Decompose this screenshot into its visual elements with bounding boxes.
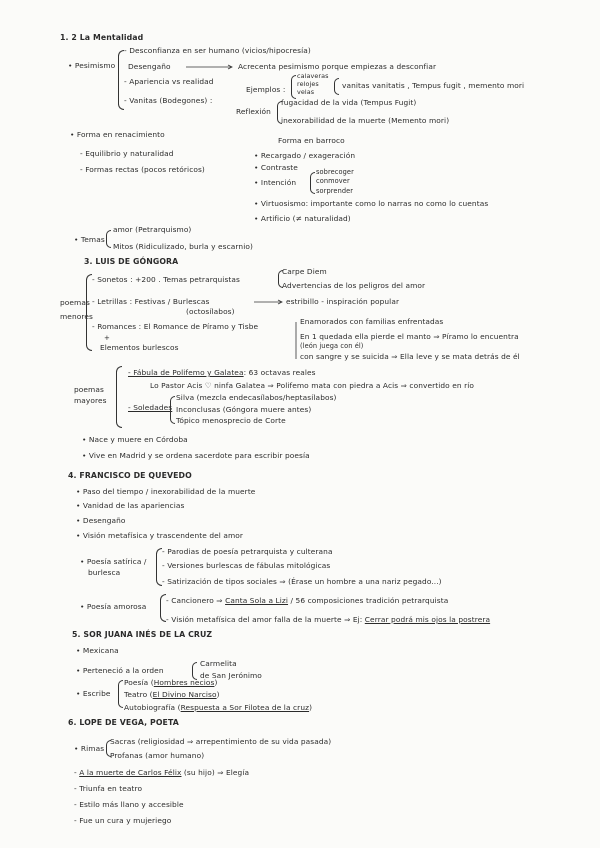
section-gongora-heading: 3. LUIS DE GÓNGORA: [84, 257, 179, 266]
reflexion-label: Reflexión: [236, 107, 271, 116]
pesimismo-label: • Pesimismo: [68, 61, 116, 70]
desengano-text: Desengaño: [128, 62, 171, 71]
nace-text: • Nace y muere en Córdoba: [82, 435, 188, 444]
con-sangre-text: con sangre y se suicida ⇒ Ella leve y se mata detrás de él: [300, 352, 520, 361]
section-lope-heading: 6. LOPE DE VEGA, POETA: [68, 718, 179, 727]
vanitas-text: - Vanitas (Bodegones) :: [124, 96, 213, 105]
section-quevedo-heading: 4. FRANCISCO DE QUEVEDO: [68, 471, 192, 480]
ejemplo-calaveras: calaveras: [297, 72, 329, 80]
orden-carmelita: Carmelita: [200, 659, 237, 668]
soledades-brace: [170, 396, 175, 424]
vive-text: • Vive en Madrid y se ordena sacerdote para escribir poesía: [82, 451, 310, 460]
elegia-text: (su hijo) ⇒ Elegía: [181, 768, 250, 777]
poemas-mayores-brace: [116, 366, 122, 428]
artificio-text: • Artificio (≠ naturalidad): [254, 214, 351, 223]
temas-label: • Temas: [74, 235, 105, 244]
virtuosismo-text: • Virtuosismo: importante como lo narras no como lo cuentas: [254, 199, 489, 208]
paso-tiempo-text: • Paso del tiempo / inexorabilidad de la muerte: [76, 487, 256, 496]
rimas-profanas: Profanas (amor humano): [110, 751, 205, 760]
cerrar-podra-title: Cerrar podrá mis ojos la postrera: [364, 615, 491, 624]
ejemplos-brace: [291, 75, 296, 99]
romances-text: - Romances : El Romance de Píramo y Tisbe: [92, 322, 259, 331]
letrillas-text: - Letrillas : Festivas / Burlescas: [92, 297, 210, 306]
divino-narciso-title: El Divino Narciso: [152, 690, 217, 699]
forma-barroco-label: Forma en barroco: [278, 136, 345, 145]
escribe-label: • Escribe: [76, 689, 111, 698]
pertenecio-text: • Perteneció a la orden: [76, 666, 164, 675]
estilo-text: - Estilo más llano y accesible: [74, 800, 184, 809]
autobiografia-lead: Autobiografía (: [124, 703, 181, 712]
burlesca-label: burlesca: [88, 568, 121, 577]
poesia-lead: Poesía (: [124, 678, 154, 687]
temas-mitos: Mitos (Ridiculizado, burla y escarnio): [113, 242, 253, 251]
respuesta-filotea-title: Respuesta a Sor Filotea de la cruz: [180, 703, 310, 712]
poesia-amorosa-label: • Poesía amorosa: [80, 602, 147, 611]
escribe-brace: [118, 680, 123, 708]
satirizacion-text: - Satirización de tipos sociales ⇒ (Érase un hombre a una nariz pegado...): [162, 577, 442, 586]
poemas-menores-label: poemas menores: [60, 298, 93, 321]
equilibrio-text: - Equilibrio y naturalidad: [80, 149, 174, 158]
apariencia-text: - Apariencia vs realidad: [124, 77, 214, 86]
cancionero-lead: - Cancionero ⇒: [166, 596, 226, 605]
teatro-item: Teatro (El Divino Narciso): [124, 690, 220, 699]
muerte-carlos-title: A la muerte de Carlos Félix: [79, 768, 182, 777]
inexorabilidad-text: inexorabilidad de la muerte (Memento mori): [281, 116, 450, 125]
carpe-diem-text: Carpe Diem: [282, 267, 327, 276]
parodias-text: - Parodias de poesía petrarquista y culterana: [162, 547, 333, 556]
formas-rectas-text: - Formas rectas (pocos retóricos): [80, 165, 205, 174]
intencion-sobrecoger: sobrecoger: [316, 168, 354, 176]
desconfianza-text: - Desconfianza en ser humano (vicios/hipocresía): [124, 46, 311, 55]
plus-sign: +: [104, 334, 110, 342]
fabula-title: - Fábula de Polifemo y Galatea: [128, 368, 244, 377]
rimas-label: • Rimas: [74, 744, 105, 753]
cura-text: - Fue un cura y mujeriego: [74, 816, 172, 825]
recargado-text: • Recargado / exageración: [254, 151, 356, 160]
temas-brace: [106, 230, 111, 248]
poesia-item: Poesía (Hombres necios): [124, 678, 218, 687]
forma-renacimiento-label: • Forma en renacimiento: [70, 130, 165, 139]
poesia-satirica-label: • Poesía satírica /: [80, 557, 147, 566]
vanitas-texts: vanitas vanitatis , Tempus fugit , memento mori: [342, 81, 525, 90]
mexicana-text: • Mexicana: [76, 646, 119, 655]
rimas-sacras: Sacras (religiosidad ⇒ arrepentimiento de su vida pasada): [110, 737, 332, 746]
desengano-result: Acrecenta pesimismo porque empiezas a desconfiar: [238, 62, 437, 71]
section-juana-heading: 5. SOR JUANA INÉS DE LA CRUZ: [72, 630, 213, 639]
fugacidad-text: fugacidad de la vida (Tempus Fugit): [281, 98, 417, 107]
fabula-text: [128, 369, 316, 376]
temas-amor: amor (Petrarquismo): [113, 225, 192, 234]
ejemplo-velas: velas: [297, 88, 315, 96]
octosilabos-text: (octosílabos): [186, 307, 235, 316]
muerte-carlos-item: - A la muerte de Carlos Félix (su hijo) ⇒ Elegía: [74, 768, 250, 777]
ejemplo-relojes: relojes: [297, 80, 319, 88]
vanitas-texts-brace: [334, 78, 339, 95]
teatro-lead: Teatro (: [124, 690, 153, 699]
hombres-necios-title: Hombres necios: [153, 678, 215, 687]
triunfa-text: - Triunfa en teatro: [74, 784, 143, 793]
vision-amor-text: • Visión metafísica y trascendente del amor: [76, 531, 244, 540]
vision-metafisica-lead: - Visión metafísica del amor falla de la muerte ⇒ Ej:: [166, 615, 365, 624]
enamorados-text: Enamorados con familias enfrentadas: [300, 317, 444, 326]
elementos-burlescos-text: Elementos burlescos: [100, 343, 179, 352]
poemas-menores-brace: [86, 274, 92, 351]
ejemplos-label: Ejemplos :: [246, 85, 286, 94]
intencion-brace: [310, 172, 315, 194]
en-una-quedada-text: En 1 quedada ella pierde el manto ⇒ Píramo lo encuentra: [300, 332, 519, 341]
leon-text: (león juega con él): [300, 342, 364, 350]
letrillas-result: estribillo - inspiración popular: [286, 297, 400, 306]
section-mentalidad-heading: 1. 2 La Mentalidad: [60, 33, 144, 42]
orden-san-jeronimo: de San Jerónimo: [200, 671, 262, 680]
canta-sola-title: Canta Sola a Lizi: [225, 596, 289, 605]
intencion-conmover: conmover: [316, 177, 350, 185]
advertencias-text: Advertencias de los peligros del amor: [282, 281, 426, 290]
topico-text: Tópico menosprecio de Corte: [176, 416, 286, 425]
intencion-text: • Intención: [254, 178, 297, 187]
inconclusas-text: Inconclusas (Góngora muere antes): [176, 405, 312, 414]
sonetos-text: - Sonetos : +200 . Temas petrarquistas: [92, 275, 240, 284]
pastor-acis-text: Lo Pastor Acis ♡ ninfa Galatea ⇒ Polifemo mata con piedra a Acis ⇒ convertido en río: [150, 381, 475, 390]
desengano-quevedo-text: • Desengaño: [76, 516, 126, 525]
cancionero-text: [166, 597, 448, 604]
intencion-sorprender: sorprender: [316, 187, 354, 195]
poemas-mayores-label: poemas mayores: [74, 385, 107, 405]
contraste-text: • Contraste: [254, 163, 298, 172]
soledades-text: - Soledades: [128, 403, 173, 412]
vanidad-text: • Vanidad de las apariencias: [76, 501, 185, 510]
cancionero-tail: / 56 composiciones tradición petrarquista: [288, 596, 449, 605]
autobiografia-item: Autobiografía (Respuesta a Sor Filotea de la cruz): [124, 703, 313, 712]
vision-metafisica-text: [166, 616, 490, 623]
fabula-octavas: : 63 octavas reales: [243, 368, 316, 377]
versiones-text: - Versiones burlescas de fábulas mitológicas: [162, 561, 331, 570]
silva-text: Silva (mezcla endecasílabos/heptasílabos): [176, 393, 337, 402]
